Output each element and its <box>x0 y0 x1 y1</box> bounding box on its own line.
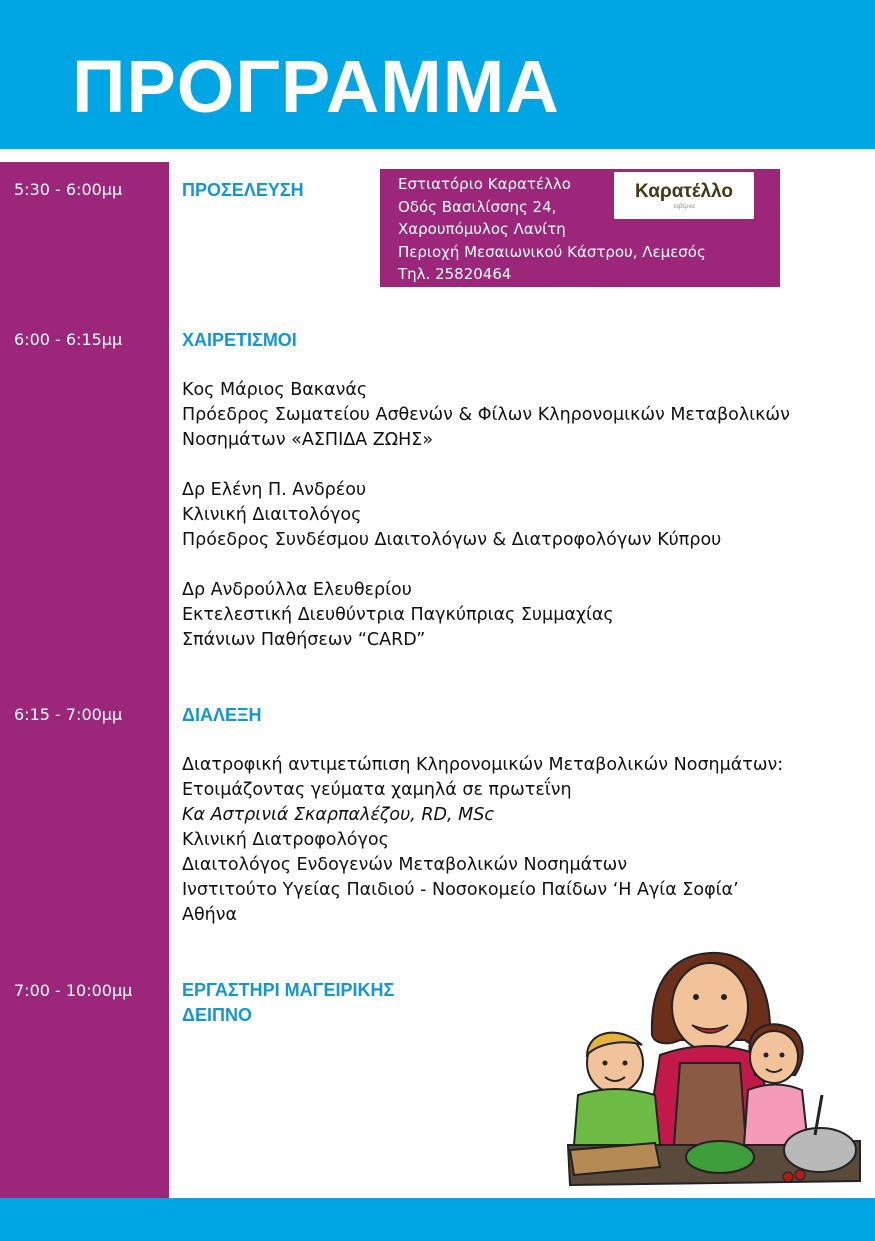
time-slot-lecture: 6:15 - 7:00μμ <box>14 705 123 724</box>
restaurant-logo <box>614 172 754 219</box>
speaker-line: Εκτελεστική Διευθύντρια Παγκύπριας Συμμαχίας <box>182 605 614 625</box>
speaker-line: Δρ Ανδρούλλα Ελευθερίου <box>182 580 412 600</box>
venue-line: Τηλ. 25820464 <box>398 265 512 283</box>
venue-line: Χαρουπόμυλος Λανίτη <box>398 220 566 238</box>
speaker-line: Σπάνιων Παθήσεων “CARD” <box>182 630 426 650</box>
time-slot-greetings: 6:00 - 6:15μμ <box>14 330 123 349</box>
logo-subtext: ταβέρνα <box>673 203 695 210</box>
lecture-line: Διατροφική αντιμετώπιση Κληρονομικών Μεταβολικών Νοσημάτων: <box>182 755 784 775</box>
lecture-line: Κλινική Διατροφολόγος <box>182 830 389 850</box>
speaker-line: Νοσημάτων «ΑΣΠΙΔΑ ΖΩΗΣ» <box>182 430 434 450</box>
venue-line: Περιοχή Μεσαιωνικού Κάστρου, Λεμεσός <box>398 242 706 261</box>
lecture-line: Ετοιμάζοντας γεύματα χαμηλά σε πρωτεΐνη <box>182 780 572 800</box>
section-title-workshop: ΕΡΓΑΣΤΗΡΙ ΜΑΓΕΙΡΙΚΗΣ <box>182 980 395 1000</box>
section-title-arrival: ΠΡΟΣΕΛΕΥΣΗ <box>182 180 304 200</box>
section-title-lecture: ΔΙΑΛΕΞΗ <box>182 705 262 725</box>
time-column <box>0 162 169 1198</box>
footer-bar <box>0 1198 875 1241</box>
section-subtitle-dinner: ΔΕΙΠΝΟ <box>182 1005 252 1025</box>
speaker-line: Πρόεδρος Συνδέσμου Διαιτολόγων & Διατροφολόγων Κύπρου <box>182 530 722 550</box>
page-title: ΠΡΟΓΡΑΜΜΑ <box>72 45 560 128</box>
section-title-greetings: ΧΑΙΡΕΤΙΣΜΟΙ <box>182 330 297 350</box>
spacer-line <box>182 453 790 478</box>
speaker-line: Πρόεδρος Σωματείου Ασθενών & Φίλων Κληρονομικών Μεταβολικών <box>182 405 790 425</box>
greetings-speakers <box>182 378 790 653</box>
spacer-line <box>182 553 790 578</box>
speaker-line: Κλινική Διαιτολόγος <box>182 505 362 525</box>
venue-line: Οδός Βασιλίσσης 24, <box>398 197 557 216</box>
header-banner <box>0 0 875 149</box>
lecture-details <box>182 753 783 928</box>
speaker-line: Κος Μάριος Βακανάς <box>182 380 368 400</box>
logo-text: Καρατέλλο <box>635 180 733 202</box>
time-slot-workshop: 7:00 - 10:00μμ <box>14 981 133 1000</box>
lecture-line: Ινστιτούτο Υγείας Παιδιού - Νοσοκομείο Παίδων ‘Η Αγία Σοφία’ <box>182 880 739 900</box>
cooking-family-illustration <box>560 945 865 1190</box>
speaker-line: Δρ Ελένη Π. Ανδρέου <box>182 480 367 500</box>
venue-line: Εστιατόριο Καρατέλλο <box>398 175 571 193</box>
time-slot-arrival: 5:30 - 6:00μμ <box>14 180 123 199</box>
lecturer-name: Κα Αστρινιά Σκαρπαλέζου, RD, MSc <box>182 805 494 825</box>
lecture-line: Διαιτολόγος Ενδογενών Μεταβολικών Νοσημάτων <box>182 855 628 875</box>
lecture-line: Αθήνα <box>182 905 238 925</box>
